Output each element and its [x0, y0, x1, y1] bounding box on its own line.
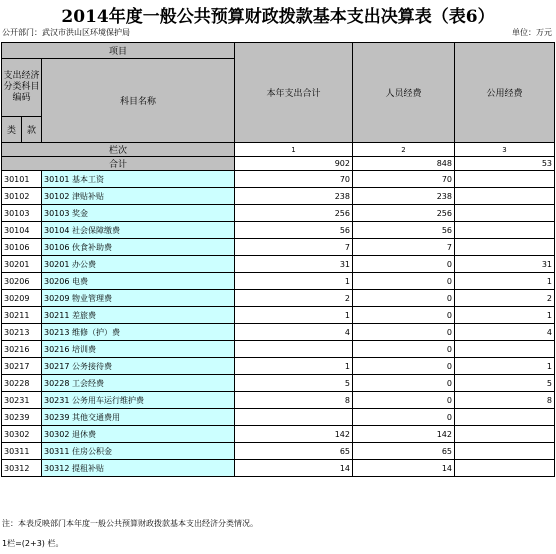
econ-code-cell: 30209 — [2, 290, 42, 307]
category-header: 类 — [2, 117, 22, 143]
total-cell: 142 — [235, 426, 353, 443]
subject-name-cell: 30104 社会保障缴费 — [42, 222, 235, 239]
econ-code-cell: 30231 — [2, 392, 42, 409]
order-header: 栏次 — [2, 143, 235, 157]
public-cell — [455, 205, 555, 222]
total-cell — [235, 341, 353, 358]
total-row — [2, 157, 555, 171]
personnel-cell: 0 — [353, 375, 455, 392]
total-cell: 5 — [235, 375, 353, 392]
personnel-cell: 7 — [353, 239, 455, 256]
personnel-cell: 56 — [353, 222, 455, 239]
econ-code-cell: 30239 — [2, 409, 42, 426]
total-cell — [235, 409, 353, 426]
public-cell: 1 — [455, 358, 555, 375]
public-cell: 2 — [455, 290, 555, 307]
personnel-column-header: 人员经费 — [353, 43, 455, 143]
table-row — [2, 341, 555, 358]
total-cell: 70 — [235, 171, 353, 188]
total-public-value: 53 — [455, 157, 555, 171]
header-row-order — [2, 143, 555, 157]
subject-name-cell: 30213 维修（护）费 — [42, 324, 235, 341]
footnote-line-1: 注：本表反映部门本年度一般公共预算财政拨款基本支出经济分类情况。 — [2, 519, 258, 528]
personnel-cell: 0 — [353, 273, 455, 290]
subject-name-cell: 30216 培训费 — [42, 341, 235, 358]
table-row — [2, 273, 555, 290]
subject-name-cell: 30211 差旅费 — [42, 307, 235, 324]
table-row — [2, 290, 555, 307]
public-cell: 5 — [455, 375, 555, 392]
subject-name-cell: 30217 公务接待费 — [42, 358, 235, 375]
subject-name-cell: 30231 公务用车运行维护费 — [42, 392, 235, 409]
total-cell: 7 — [235, 239, 353, 256]
subject-name-cell: 30312 提租补贴 — [42, 460, 235, 477]
unit-label: 单位：万元 — [512, 28, 552, 37]
econ-code-cell: 30211 — [2, 307, 42, 324]
public-cell — [455, 426, 555, 443]
expenditure-table — [1, 42, 555, 477]
public-cell — [455, 443, 555, 460]
personnel-cell: 65 — [353, 443, 455, 460]
total-cell: 2 — [235, 290, 353, 307]
table-row — [2, 171, 555, 188]
total-cell: 256 — [235, 205, 353, 222]
personnel-cell: 0 — [353, 392, 455, 409]
econ-code-cell: 30216 — [2, 341, 42, 358]
econ-code-cell: 30104 — [2, 222, 42, 239]
econ-code-cell: 30213 — [2, 324, 42, 341]
econ-code-cell: 30311 — [2, 443, 42, 460]
econ-code-cell: 30312 — [2, 460, 42, 477]
total-column-header: 本年支出合计 — [235, 43, 353, 143]
econ-code-cell: 30103 — [2, 205, 42, 222]
table-row — [2, 222, 555, 239]
table-row — [2, 324, 555, 341]
total-cell: 238 — [235, 188, 353, 205]
total-cell: 31 — [235, 256, 353, 273]
public-cell — [455, 222, 555, 239]
personnel-cell: 142 — [353, 426, 455, 443]
table-row — [2, 392, 555, 409]
table-row — [2, 358, 555, 375]
public-cell — [455, 239, 555, 256]
subject-name-cell: 30206 电费 — [42, 273, 235, 290]
econ-code-cell: 30201 — [2, 256, 42, 273]
public-cell — [455, 409, 555, 426]
table-row — [2, 409, 555, 426]
public-cell: 8 — [455, 392, 555, 409]
econ-code-cell: 30302 — [2, 426, 42, 443]
table-row — [2, 443, 555, 460]
econ-code-cell: 30106 — [2, 239, 42, 256]
subject-name-cell: 30106 伙食补助费 — [42, 239, 235, 256]
econ-code-cell: 30101 — [2, 171, 42, 188]
total-value: 902 — [235, 157, 353, 171]
personnel-cell: 0 — [353, 256, 455, 273]
econ-code-cell: 30228 — [2, 375, 42, 392]
subject-name-cell: 30228 工会经费 — [42, 375, 235, 392]
table-row — [2, 239, 555, 256]
section-header: 款 — [22, 117, 42, 143]
public-cell — [455, 460, 555, 477]
subject-name-cell: 30101 基本工资 — [42, 171, 235, 188]
subject-name-cell: 30102 津贴补贴 — [42, 188, 235, 205]
personnel-cell: 0 — [353, 324, 455, 341]
subject-name-cell: 30239 其他交通费用 — [42, 409, 235, 426]
econ-code-header: 支出经济分类科目编码 — [2, 59, 42, 117]
subject-name-cell: 30103 奖金 — [42, 205, 235, 222]
order-index-3: 3 — [455, 143, 555, 157]
public-cell: 31 — [455, 256, 555, 273]
public-cell — [455, 341, 555, 358]
order-index-1: 1 — [235, 143, 353, 157]
personnel-cell: 0 — [353, 409, 455, 426]
total-cell: 56 — [235, 222, 353, 239]
table-row — [2, 426, 555, 443]
table-row — [2, 375, 555, 392]
personnel-cell: 0 — [353, 358, 455, 375]
total-label: 合计 — [2, 157, 235, 171]
table-row — [2, 256, 555, 273]
table-row — [2, 460, 555, 477]
total-cell: 1 — [235, 273, 353, 290]
header-row-project — [2, 43, 555, 59]
total-cell: 1 — [235, 358, 353, 375]
econ-code-cell: 30217 — [2, 358, 42, 375]
personnel-cell: 256 — [353, 205, 455, 222]
public-column-header: 公用经费 — [455, 43, 555, 143]
order-index-2: 2 — [353, 143, 455, 157]
table-row — [2, 205, 555, 222]
subject-name-header: 科目名称 — [42, 59, 235, 143]
table-row — [2, 188, 555, 205]
personnel-cell: 70 — [353, 171, 455, 188]
report-title: 2014年度一般公共预算财政拨款基本支出决算表（表6） — [61, 7, 495, 27]
footnote-line-2: 1栏=(2+3) 栏。 — [2, 539, 64, 548]
personnel-cell: 0 — [353, 290, 455, 307]
econ-code-cell: 30206 — [2, 273, 42, 290]
total-cell: 4 — [235, 324, 353, 341]
personnel-cell: 238 — [353, 188, 455, 205]
total-cell: 8 — [235, 392, 353, 409]
total-personnel-value: 848 — [353, 157, 455, 171]
subject-name-cell: 30209 物业管理费 — [42, 290, 235, 307]
total-cell: 65 — [235, 443, 353, 460]
personnel-cell: 0 — [353, 307, 455, 324]
econ-code-cell: 30102 — [2, 188, 42, 205]
subject-name-cell: 30302 退休费 — [42, 426, 235, 443]
subject-name-cell: 30311 住房公积金 — [42, 443, 235, 460]
public-cell: 1 — [455, 307, 555, 324]
public-cell: 4 — [455, 324, 555, 341]
subject-name-cell: 30201 办公费 — [42, 256, 235, 273]
personnel-cell: 0 — [353, 341, 455, 358]
project-header: 项目 — [2, 43, 235, 59]
public-cell — [455, 171, 555, 188]
total-cell: 14 — [235, 460, 353, 477]
total-cell: 1 — [235, 307, 353, 324]
public-cell — [455, 188, 555, 205]
table-row — [2, 307, 555, 324]
department-label: 公开部门：武汉市洪山区环境保护局 — [2, 28, 130, 37]
public-cell: 1 — [455, 273, 555, 290]
personnel-cell: 14 — [353, 460, 455, 477]
